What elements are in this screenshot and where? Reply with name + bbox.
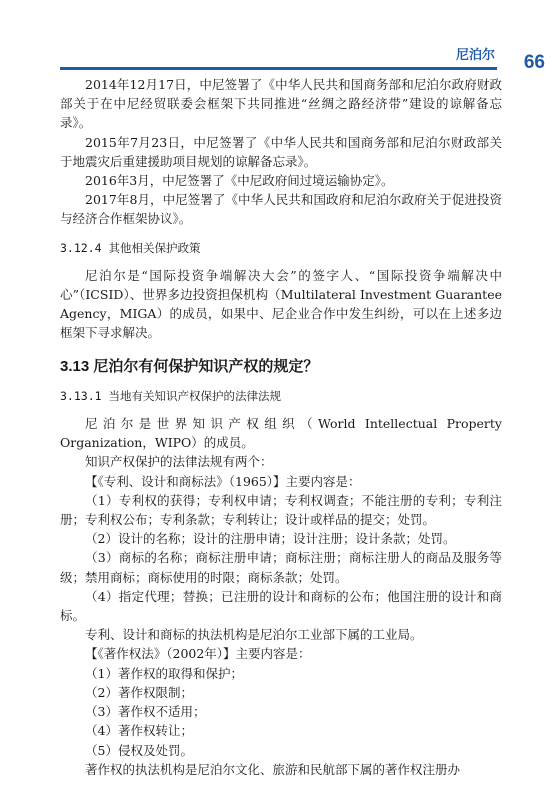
body-paragraph: 尼泊尔是“国际投资争端解决大会”的签字人、“国际投资争端解决中心”（ICSID）、世界多边投资担保机构（Multilateral Investment Guarantee Agency，MIGA）的成员，如果中、尼企业合作中发生纠纷，可以在上述多边框架下寻求解决。: [60, 267, 502, 341]
list-item: （3）著作权不适用；: [85, 704, 206, 720]
list-item: （4）指定代理；替换；已注册的设计和商标的公布；他国注册的设计和商标。: [60, 588, 502, 624]
subsection-heading: 3.13.1 当地有关知识产权保护的法律法规: [60, 388, 281, 403]
header-rule: [60, 67, 497, 70]
subsection-heading: 3.12.4 其他相关保护政策: [60, 240, 201, 255]
list-item: （2）著作权限制；: [85, 684, 193, 700]
list-item: （1）专利权的获得；专利权申请；专利权调查；不能注册的专利；专利注册；专利权公布；专利条款；专利转让；设计或样品的提交；处罚。: [60, 492, 502, 528]
body-paragraph: 2014年12月17日，中尼签署了《中华人民共和国商务部和尼泊尔政府财政部关于在中尼经贸联委会框架下共同推进“丝绸之路经济带”建设的谅解备忘录》。: [60, 77, 502, 131]
body-paragraph: 2015年7月23日，中尼签署了《中华人民共和国商务部和尼泊尔财政部关于地震灾后重建援助项目规划的谅解备忘录》。: [60, 134, 502, 169]
page-number: 66: [523, 52, 545, 73]
list-item: （4）著作权转让；: [85, 723, 193, 739]
law-title: 【《著作权法》（2002年）】主要内容是：: [85, 646, 311, 662]
page-header: [0, 0, 559, 72]
list-item: （1）著作权的取得和保护；: [85, 665, 243, 681]
page-body: [60, 75, 502, 779]
body-paragraph: 2016年3月，中尼签署了《中尼政府间过境运输协定》。: [85, 173, 394, 189]
list-item: （2）设计的名称；设计的注册申请；设计注册；设计条款；处罚。: [85, 531, 456, 547]
body-paragraph: 尼泊尔是世界知识产权组织（World Intellectual Property Organization，WIPO）的成员。: [60, 416, 502, 451]
body-paragraph: 专利、设计和商标的执法机构是尼泊尔工业部下属的工业局。: [85, 627, 423, 643]
law-title: 【《专利、设计和商标法》（1965）】主要内容是：: [85, 473, 361, 489]
list-item: （5）侵权及处罚。: [85, 742, 193, 758]
list-item: （3）商标的名称；商标注册申请；商标注册；商标注册人的商品及服务等级；禁用商标；商标使用的时限；商标条款；处罚。: [60, 550, 502, 585]
section-heading: 3.13 尼泊尔有何保护知识产权的规定？: [60, 357, 319, 375]
running-header-country: 尼泊尔: [455, 47, 495, 62]
body-paragraph: 著作权的执法机构是尼泊尔文化、旅游和民航部下属的著作权注册办: [85, 761, 461, 777]
body-paragraph: 知识产权保护的法律法规有两个：: [85, 454, 273, 470]
body-paragraph: 2017年8月，中尼签署了《中华人民共和国政府和尼泊尔政府关于促进投资与经济合作框架协议》。: [60, 192, 502, 227]
